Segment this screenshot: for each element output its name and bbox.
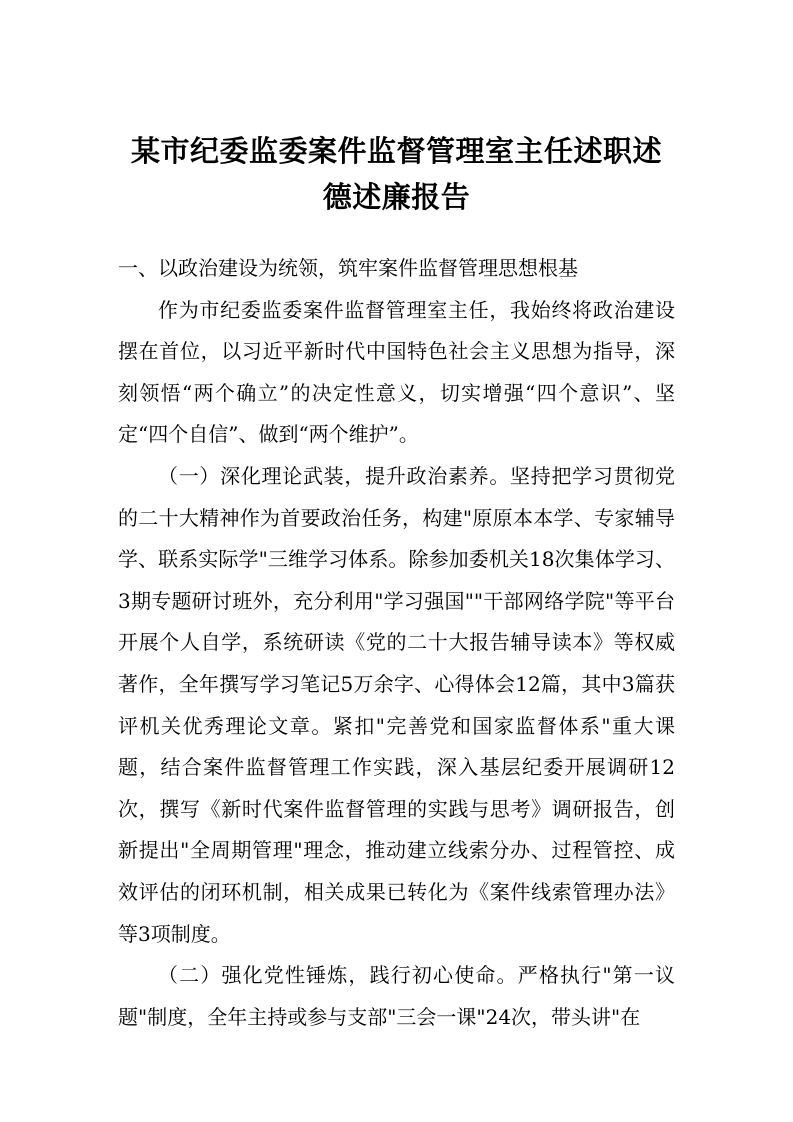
title-line-1: 某市纪委监委案件监督管理室主任述职述	[130, 134, 662, 168]
paragraph-theory-study: （一）深化理论武装，提升政治素养。坚持把学习贯彻党的二十大精神作为首要政治任务，构建"原原本本学、专家辅导学、联系实际学"三维学习体系。除参加委机关18次集体学习、3期专题研讨班外，充分利用"学习强国""干部网络学院"等平台开展个人自学，系统研读《党的二十大报告辅导读本》等权威著作，全年撰写学习笔记5万余字、心得体会12篇，其中3篇获评机关优秀理论文章。紧扣"完善党和国家监督体系"重大课题，结合案件监督管理工作实践，深入基层纪委开展调研12次，撰写《新时代案件监督管理的实践与思考》调研报告，创新提出"全周期管理"理念，推动建立线索分办、过程管控、成效评估的闭环机制，相关成果已转化为《案件线索管理办法》等3项制度。	[118, 463, 675, 946]
document-title	[118, 0, 675, 220]
paragraph-intro: 作为市纪委监委案件监督管理室主任，我始终将政治建设摆在首位，以习近平新时代中国特色社会主义思想为指导，深刻领悟“两个确立”的决定性意义，切实增强“四个意识”、坚定“四个自信”、做到“两个维护”。	[118, 297, 675, 447]
document-body	[118, 248, 675, 1038]
title-line-2: 德述廉报告	[322, 180, 471, 214]
paragraph-party-spirit: （二）强化党性锤炼，践行初心使命。严格执行"第一议题"制度，全年主持或参与支部"三会一课"24次，带头讲"在	[118, 963, 675, 1029]
section-heading-1: 一、以政治建设为统领，筑牢案件监督管理思想根基	[118, 256, 578, 280]
